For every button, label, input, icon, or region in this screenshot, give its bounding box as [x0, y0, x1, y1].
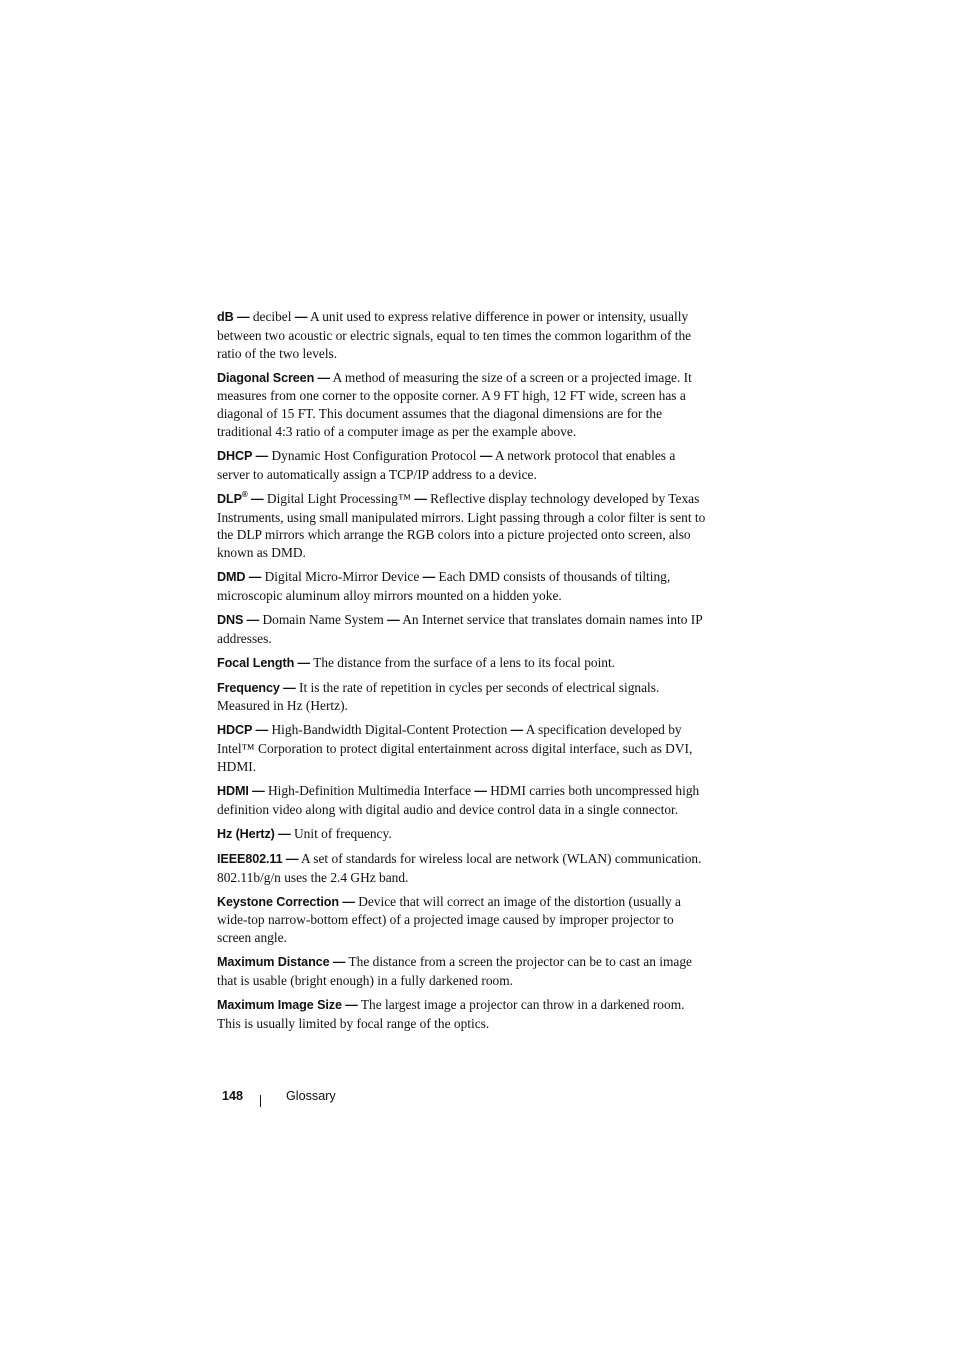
glossary-term: Focal Length	[217, 655, 295, 670]
glossary-entry: DHCP — Dynamic Host Configuration Protocol — A network protocol that enables a server to automatically assign a TCP/IP address to a device.	[217, 447, 676, 482]
glossary-expansion: decibel	[252, 309, 292, 324]
glossary-term: Keystone Correction	[217, 894, 339, 909]
glossary-entry: Focal Length — The distance from the surface of a lens to its focal point.	[217, 654, 616, 670]
glossary-definition: An Internet service that translates domain names into IP addresses.	[217, 611, 703, 646]
glossary-definition: HDMI carries both uncompressed high definition video along with digital audio and device control data in a single connector.	[217, 783, 700, 817]
glossary-entry: Frequency — It is the rate of repetition in cycles per seconds of electrical signals. Measured in Hz (Hertz).	[217, 679, 660, 714]
footer-divider	[260, 1095, 261, 1107]
glossary-definition: Device that will correct an image of the distortion (usually a wide-top narrow-bottom effect) of a projected image caused by improper projector to screen angle.	[217, 893, 681, 946]
glossary-list	[217, 308, 709, 1039]
glossary-definition: A specification developed by Intel™ Corporation to protect digital entertainment across digital interface, such as DVI, HDMI.	[217, 722, 693, 775]
glossary-entry: Maximum Image Size — The largest image a projector can throw in a darkened room. This is usually limited by focal range of the optics.	[217, 996, 685, 1031]
glossary-expansion: High-Definition Multimedia Interface	[268, 783, 472, 799]
glossary-term: Frequency	[217, 680, 280, 695]
glossary-definition: A set of standards for wireless local are network (WLAN) communication. 802.11b/g/n uses the 2.4 GHz band.	[217, 850, 702, 885]
glossary-expansion: Digital Micro-Mirror Device	[264, 569, 420, 585]
glossary-entry: DLP® — Digital Light Processing™ — Reflective display technology developed by Texas Instruments, using small manipulated mirrors. Light passing through a color filter is sent to the DLP mirrors which arrange the RGB colors into a picture projected onto screen, also known as DMD.	[217, 489, 706, 561]
glossary-entry: Keystone Correction — Device that will correct an image of the distortion (usually a wide-top narrow-bottom effect) of a projected image caused by improper projector to screen angle.	[217, 893, 681, 946]
glossary-term: DLP®	[217, 489, 248, 506]
glossary-term: Maximum Image Size	[217, 997, 342, 1012]
glossary-entry: HDMI — High-Definition Multimedia Interface — HDMI carries both uncompressed high definition video along with digital audio and device control data in a single connector.	[217, 783, 700, 817]
glossary-definition: The distance from a screen the projector can be to cast an image that is usable (bright enough) in a fully darkened room.	[217, 954, 692, 988]
glossary-entry: Maximum Distance — The distance from a screen the projector can be to cast an image that is usable (bright enough) in a fully darkened room.	[217, 954, 692, 988]
glossary-definition: A network protocol that enables a server to automatically assign a TCP/IP address to a device.	[217, 447, 676, 482]
glossary-term: IEEE802.11	[217, 851, 283, 866]
glossary-definition: The distance from the surface of a lens to its focal point.	[313, 654, 616, 670]
glossary-entry: HDCP — High-Bandwidth Digital-Content Protection — A specification developed by Intel™ Corporation to protect digital entertainment across digital interface, such as DVI, HDMI.	[217, 722, 693, 775]
glossary-term: Hz (Hertz)	[217, 826, 275, 841]
glossary-term: HDMI	[217, 784, 249, 799]
glossary-term: HDCP	[217, 723, 253, 738]
glossary-term: DMD	[217, 570, 246, 585]
glossary-definition: Each DMD consists of thousands of tilting, microscopic aluminum alloy mirrors mounted on a hidden yoke.	[217, 569, 671, 603]
glossary-expansion: Dynamic Host Configuration Protocol	[271, 447, 477, 463]
glossary-definition: A unit used to express relative difference in power or intensity, usually between two acoustic or electric signals, equal to ten times the common logarithm of the ratio of the two levels.	[217, 309, 692, 361]
glossary-entry: DMD — Digital Micro-Mirror Device — Each DMD consists of thousands of tilting, microscopic aluminum alloy mirrors mounted on a hidden yoke.	[217, 569, 671, 603]
glossary-entry: dB — decibel — A unit used to express relative difference in power or intensity, usually between two acoustic or electric signals, equal to ten times the common logarithm of the ratio of the two levels.	[217, 309, 692, 361]
glossary-entry: Hz (Hertz) — Unit of frequency.	[217, 825, 392, 841]
glossary-definition: Unit of frequency.	[294, 825, 392, 841]
glossary-definition: A method of measuring the size of a screen or a projected image. It measures from one corner to the opposite corner. A 9 FT high, 12 FT wide, screen has a diagonal of 15 FT. This document assumes that the diagonal dimensions are for the traditional 4:3 ratio of a computer image as per the example above.	[217, 369, 692, 439]
glossary-term: DNS	[217, 612, 244, 627]
page-number: 148	[222, 1089, 244, 1103]
glossary-term: Maximum Distance	[217, 955, 330, 970]
glossary-expansion: High-Bandwidth Digital-Content Protection	[271, 722, 508, 738]
glossary-term: Diagonal Screen	[217, 370, 315, 385]
registered-mark: ®	[241, 489, 248, 499]
glossary-entry: DNS — Domain Name System — An Internet service that translates domain names into IP addresses.	[217, 611, 703, 646]
glossary-definition: It is the rate of repetition in cycles per seconds of electrical signals. Measured in Hz (Hertz).	[217, 679, 660, 714]
glossary-definition: Reflective display technology developed by Texas Instruments, using small manipulated mirrors. Light passing through a color filter is sent to the DLP mirrors which arrange the RGB colors into a picture projected onto screen, also known as DMD.	[217, 490, 706, 561]
glossary-expansion: Digital Light Processing™	[266, 490, 411, 506]
glossary-term: DHCP	[217, 448, 253, 463]
glossary-entry: IEEE802.11 — A set of standards for wireless local are network (WLAN) communication. 802.11b/g/n uses the 2.4 GHz band.	[217, 850, 702, 885]
section-title: Glossary	[286, 1089, 336, 1103]
glossary-definition: The largest image a projector can throw in a darkened room. This is usually limited by focal range of the optics.	[217, 996, 685, 1031]
glossary-expansion: Domain Name System	[262, 611, 384, 627]
glossary-entry: Diagonal Screen — A method of measuring the size of a screen or a projected image. It measures from one corner to the opposite corner. A 9 FT high, 12 FT wide, screen has a diagonal of 15 FT. This document assumes that the diagonal dimensions are for the traditional 4:3 ratio of a computer image as per the example above.	[217, 369, 692, 439]
glossary-term: dB	[217, 310, 234, 324]
